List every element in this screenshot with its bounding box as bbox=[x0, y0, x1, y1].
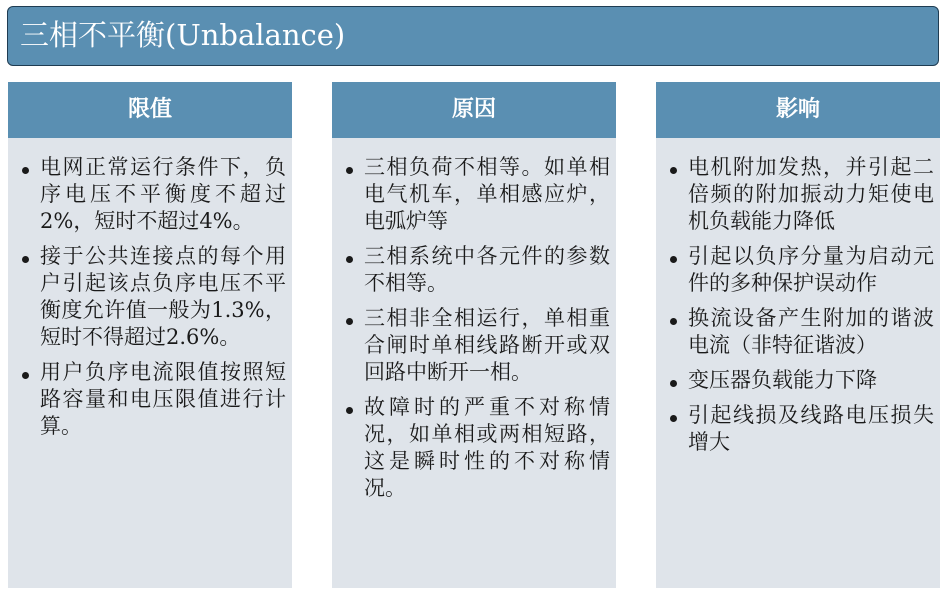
list-item bbox=[670, 305, 934, 359]
bullet-icon bbox=[346, 318, 353, 325]
list-item-text: 三相非全相运行，单相重合闸时单相线路断开或双回路中断开一相。 bbox=[364, 306, 610, 384]
bullet-icon bbox=[346, 256, 353, 263]
bullet-icon bbox=[670, 380, 677, 387]
list-item-text: 电机附加发热，并引起二倍频的附加振动力矩使电机负载能力降低 bbox=[688, 155, 934, 233]
list-item bbox=[346, 243, 610, 297]
list-item bbox=[670, 367, 934, 394]
column-limits bbox=[8, 82, 292, 588]
bullet-icon bbox=[670, 415, 677, 422]
list-item-text: 三相系统中各元件的参数不相等。 bbox=[364, 244, 610, 295]
list-item bbox=[22, 243, 286, 351]
bullet-icon bbox=[346, 167, 353, 174]
bullet-icon bbox=[346, 407, 353, 414]
list-item bbox=[670, 402, 934, 456]
list-item bbox=[346, 305, 610, 386]
column-causes bbox=[332, 82, 616, 588]
effects-list bbox=[656, 138, 940, 456]
list-item-text: 引起线损及线路电压损失增大 bbox=[688, 403, 934, 454]
list-item-text: 变压器负载能力下降 bbox=[688, 368, 877, 392]
list-item-text: 三相负荷不相等。如单相电气机车，单相感应炉，电弧炉等 bbox=[364, 155, 610, 233]
page-title: 三相不平衡(Unbalance) bbox=[7, 6, 939, 66]
list-item bbox=[22, 154, 286, 235]
bullet-icon bbox=[22, 167, 29, 174]
list-item-text: 接于公共连接点的每个用户引起该点负序电压不平衡度允许值一般为1.3%，短时不得超过2.6%。 bbox=[40, 244, 286, 349]
causes-list bbox=[332, 138, 616, 502]
column-header-limits: 限值 bbox=[8, 82, 292, 138]
list-item-text: 故障时的严重不对称情况，如单相或两相短路，这是瞬时性的不对称情况。 bbox=[364, 395, 610, 500]
list-item-text: 电网正常运行条件下，负序电压不平衡度不超过2%，短时不超过4%。 bbox=[40, 155, 286, 233]
limits-list bbox=[8, 138, 292, 440]
bullet-icon bbox=[670, 256, 677, 263]
column-effects bbox=[656, 82, 940, 588]
list-item-text: 引起以负序分量为启动元件的多种保护误动作 bbox=[688, 244, 934, 295]
bullet-icon bbox=[22, 256, 29, 263]
column-header-effects: 影响 bbox=[656, 82, 940, 138]
list-item bbox=[670, 243, 934, 297]
list-item bbox=[346, 394, 610, 502]
bullet-icon bbox=[22, 372, 29, 379]
list-item bbox=[346, 154, 610, 235]
bullet-icon bbox=[670, 318, 677, 325]
bullet-icon bbox=[670, 167, 677, 174]
list-item bbox=[670, 154, 934, 235]
list-item-text: 用户负序电流限值按照短路容量和电压限值进行计算。 bbox=[40, 360, 286, 438]
column-header-causes: 原因 bbox=[332, 82, 616, 138]
list-item bbox=[22, 359, 286, 440]
list-item-text: 换流设备产生附加的谐波电流（非特征谐波） bbox=[688, 306, 934, 357]
